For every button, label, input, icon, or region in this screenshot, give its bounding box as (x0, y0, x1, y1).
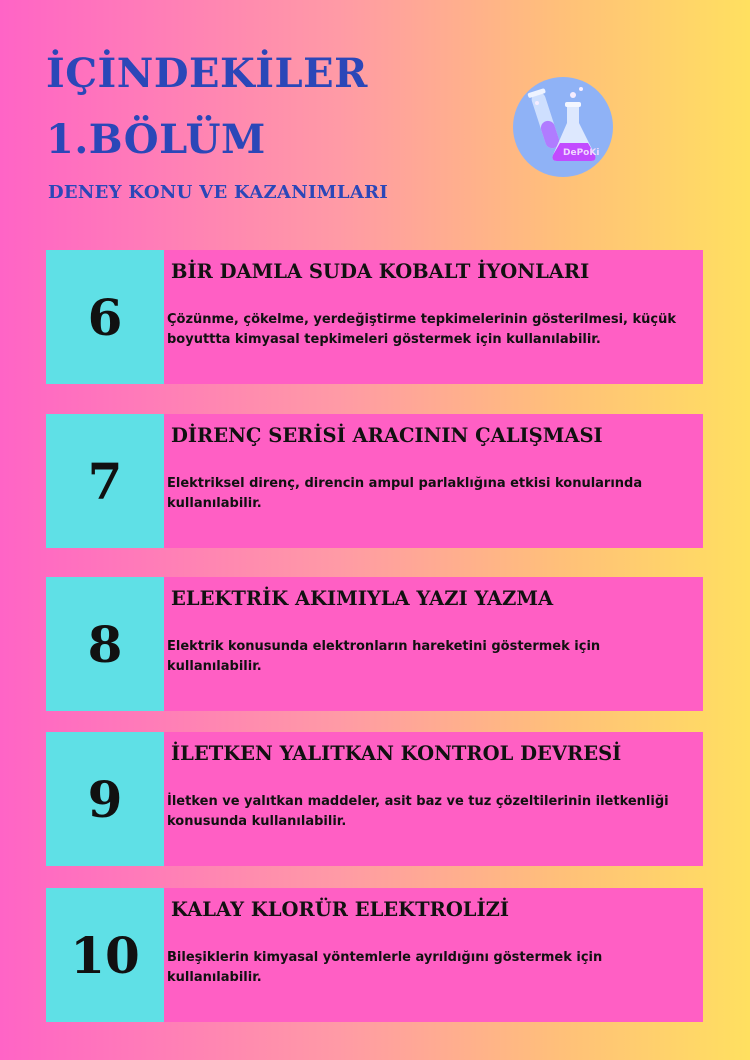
entry-title: ELEKTRİK AKIMIYLA YAZI YAZMA (171, 587, 554, 610)
entry-content (164, 732, 703, 866)
toc-entry-8 (46, 577, 703, 711)
entry-description: Elektrik konusunda elektronların hareketini göstermek için kullanılabilir. (167, 639, 601, 674)
page-number: 7 (87, 451, 123, 511)
logo-text: DePoKi (563, 148, 600, 158)
page-number-box (46, 732, 164, 866)
page-number-box (46, 888, 164, 1022)
entry-description: Bileşiklerin kimyasal yöntemlerle ayrıldığını göstermek için kullanılabilir. (167, 950, 603, 985)
entry-description: İletken ve yalıtkan maddeler, asit baz ve tuz çözeltilerinin iletkenliği konusunda kullanılabilir. (167, 794, 669, 829)
entry-title: İLETKEN YALITKAN KONTROL DEVRESİ (171, 742, 622, 765)
entry-description: Çözünme, çökelme, yerdeğiştirme tepkimelerinin gösterilmesi, küçük boyuttta kimyasal tepkimeleri göstermek için kullanılabilir. (167, 312, 676, 347)
entry-content (164, 414, 703, 548)
page-title: İÇİNDEKİLER (46, 50, 368, 97)
page-number: 6 (87, 287, 123, 347)
page-number-box (46, 414, 164, 548)
entry-content (164, 250, 703, 384)
toc-entry-10 (46, 888, 703, 1022)
page-number: 9 (87, 769, 123, 829)
page-number: 8 (87, 614, 123, 674)
entry-title: DİRENÇ SERİSİ ARACININ ÇALIŞMASI (171, 424, 603, 447)
flask-icon (513, 77, 613, 177)
entry-description: Elektriksel direnç, direncin ampul parlaklığına etkisi konularında kullanılabilir. (167, 476, 643, 511)
toc-entry-9 (46, 732, 703, 866)
section-subtitle: DENEY KONU VE KAZANIMLARI (48, 182, 389, 203)
page-number: 10 (70, 925, 140, 985)
page-number-box (46, 250, 164, 384)
lab-flask-logo (513, 77, 613, 177)
entry-content (164, 577, 703, 711)
entry-content (164, 888, 703, 1022)
entry-title: BİR DAMLA SUDA KOBALT İYONLARI (171, 260, 590, 283)
section-title: 1.BÖLÜM (46, 116, 266, 163)
toc-entry-7 (46, 414, 703, 548)
toc-entry-6 (46, 250, 703, 384)
page-number-box (46, 577, 164, 711)
entry-title: KALAY KLORÜR ELEKTROLİZİ (171, 898, 509, 921)
